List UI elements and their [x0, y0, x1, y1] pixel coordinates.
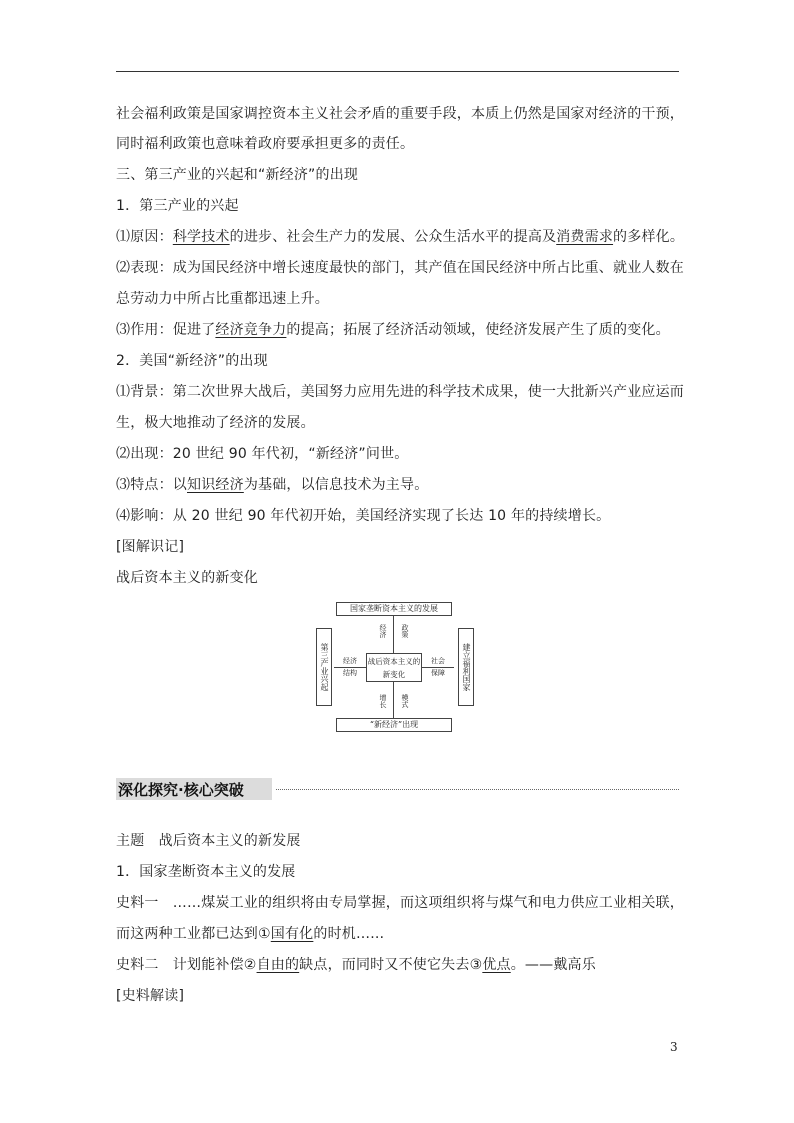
- text-line: ⑴背景：第二次世界大战后，美国努力应用先进的科学技术成果，使一大批新兴产业应运而: [116, 384, 684, 400]
- text-span: 为基础，以信息技术为主导。: [243, 477, 429, 493]
- text-span: 。——戴高乐: [510, 957, 596, 973]
- subheading-state-monopoly: 1．国家垄断资本主义的发展: [116, 864, 296, 880]
- source-material-1-cont: [116, 924, 384, 944]
- label-left-b: 结构: [343, 669, 357, 677]
- heading-section-3: 三、第三产业的兴起和“新经济”的出现: [116, 167, 359, 183]
- diagram-caption: 战后资本主义的新变化: [116, 570, 258, 586]
- text-line: 生，极大地推动了经济的发展。: [116, 415, 315, 431]
- text-line: 社会福利政策是国家调控资本主义社会矛盾的重要手段，本质上仍然是国家对经济的干预，: [116, 106, 684, 122]
- label-source-reading: [史料解读]: [116, 988, 185, 1004]
- label-right-b: 保障: [431, 669, 445, 677]
- dotted-rule: [276, 789, 679, 790]
- text-span: ⑶特点：以: [116, 477, 187, 493]
- text-line: ⑷影响：从 20 世纪 90 年代初开始，美国经济实现了长达 10 年的持续增长。: [116, 508, 611, 524]
- section-header: [116, 778, 679, 800]
- underlined-term: 经济竞争力: [215, 322, 287, 338]
- text-span: ⑶作用：促进了: [116, 322, 216, 338]
- text-span: 的提高；拓展了经济活动领域，使经济发展产生了质的变化。: [286, 322, 670, 338]
- label-top-a: 经济: [379, 624, 387, 638]
- box-left: 第三产业兴起: [316, 628, 332, 706]
- text-line-feature: [116, 475, 428, 495]
- label-bottom-b: 模式: [401, 694, 409, 708]
- connector-line: [422, 667, 454, 668]
- underlined-term: 优点: [482, 957, 511, 973]
- concept-diagram: [310, 600, 478, 734]
- underlined-term: 国有化: [270, 926, 314, 942]
- subheading-tertiary-industry: 1．第三产业的兴起: [116, 198, 239, 214]
- underlined-term: 自由的: [256, 957, 300, 973]
- underlined-term: 知识经济: [187, 477, 244, 493]
- source-material-2: [116, 955, 596, 975]
- source-material-1: 史料一 ……煤炭工业的组织将由专局掌握，而这项组织将与煤气和电力供应工业相关联，: [116, 895, 684, 911]
- text-span: 的多样化。: [613, 229, 685, 245]
- text-span: 而这两种工业都已达到①: [116, 926, 271, 942]
- label-right-a: 社会: [431, 657, 445, 665]
- page-number: 3: [670, 1040, 678, 1054]
- label-left-a: 经济: [343, 657, 357, 665]
- box-right: 建立福利国家: [458, 628, 474, 706]
- text-span: 的进步、社会生产力的发展、公众生活水平的提高及: [229, 229, 557, 245]
- topic-heading: 主题 战后资本主义的新发展: [116, 833, 301, 849]
- text-span: 的时机……: [313, 926, 385, 942]
- section-title: 深化探究·核心突破: [118, 781, 244, 799]
- connector-line: [393, 614, 394, 654]
- label-diagram-memory: [图解识记]: [116, 539, 185, 555]
- header-rule: [116, 71, 679, 72]
- box-center: 战后资本主义的新变化: [366, 653, 422, 682]
- text-line-effect: [116, 320, 670, 340]
- text-line-cause: [116, 227, 684, 247]
- box-top: 国家垄断资本主义的发展: [336, 602, 452, 616]
- underlined-term: 科学技术: [172, 229, 230, 245]
- text-line: ⑵表现：成为国民经济中增长速度最快的部门，其产值在国民经济中所占比重、就业人数在: [116, 260, 684, 276]
- label-bottom-a: 增长: [379, 694, 387, 708]
- text-span: 史料二 计划能补偿②: [116, 957, 257, 973]
- underlined-term: 消费需求: [556, 229, 614, 245]
- subheading-new-economy: 2．美国“新经济”的出现: [116, 353, 268, 369]
- text-line: 同时福利政策也意味着政府要承担更多的责任。: [116, 136, 415, 152]
- box-bottom: “新经济”出现: [336, 718, 452, 732]
- text-span: ⑴原因：: [116, 229, 173, 245]
- label-top-b: 政策: [401, 624, 409, 638]
- text-line: 总劳动力中所占比重都迅速上升。: [116, 291, 329, 307]
- text-line: ⑵出现：20 世纪 90 年代初，“新经济”问世。: [116, 446, 409, 462]
- connector-line: [393, 682, 394, 719]
- connector-line: [334, 667, 366, 668]
- text-span: 缺点，而同时又不使它失去③: [299, 957, 483, 973]
